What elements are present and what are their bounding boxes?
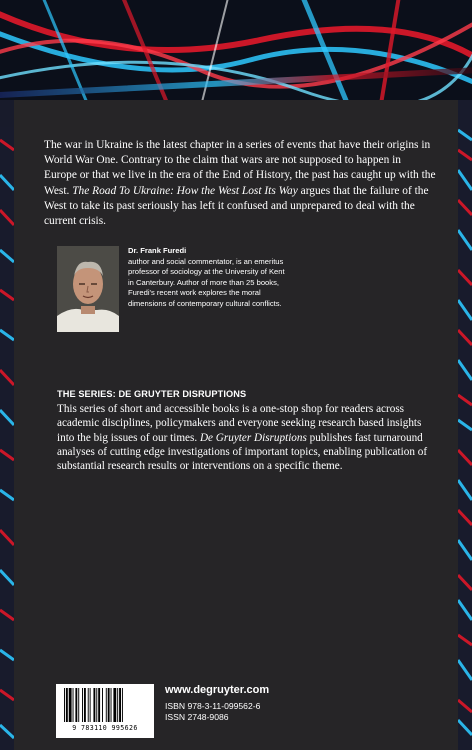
barcode-bar <box>75 688 77 722</box>
barcode-bar <box>64 688 65 722</box>
barcode-bar <box>88 688 89 722</box>
blurb-text-end: argues that the failure of the West to take its past seriously has left it confused and unprepared to deal with the current crisis. <box>44 184 429 228</box>
publisher-website: www.degruyter.com <box>165 684 270 696</box>
author-bio-text: author and social commentator, is an emeritus professor of sociology at the University of Kent in Canterbury. Author of more than 25 books, Furedi's recent work explores the moral dimensions of contemporary cultural conflicts. <box>128 256 285 308</box>
barcode-bar <box>119 688 121 722</box>
book-blurb <box>44 138 436 229</box>
barcode-bar <box>69 688 72 722</box>
blurb-text: The war in Ukraine is the latest chapter in a series of events that have their origins in World War One. Contrary to the claim that wars are not supposed to happen in Europe or that we live in the era of the End of History, the past has caught up with the West. <box>44 139 436 197</box>
barcode-bar <box>98 688 100 722</box>
series-text-end: publishes fast turnaround analyses of cutting edge investigations of important topics, enabling publication of substantial research results or interventions on a specific theme. <box>57 431 428 473</box>
isbn-barcode <box>56 684 154 738</box>
series-heading: THE SERIES: DE GRUYTER DISRUPTIONS <box>57 389 247 399</box>
author-name: Dr. Frank Furedi <box>128 246 187 255</box>
barcode-bar <box>93 688 95 722</box>
barcode-bar <box>102 688 103 722</box>
issn-number: ISSN 2748-9086 <box>165 712 229 722</box>
blurb-book-title: The Road To Ukraine: How the West Lost Its Way <box>72 184 298 197</box>
barcode-bar <box>117 688 118 722</box>
barcode-bar <box>96 688 97 722</box>
barcode-bar <box>122 688 123 722</box>
isbn-number: ISBN 978-3-11-099562-6 <box>165 701 261 711</box>
series-text: This series of short and accessible books is a one-stop shop for readers across academic disciplines, policymakers and everyone seeking research based insights into the big issues of our times. <box>57 403 422 444</box>
barcode-bar <box>113 688 116 722</box>
barcode-bars <box>63 688 147 724</box>
barcode-bar <box>108 688 110 722</box>
barcode-bar <box>78 688 79 722</box>
barcode-bar <box>82 688 83 722</box>
barcode-digits: 9 783110 995626 <box>72 724 138 732</box>
author-photo <box>57 246 119 332</box>
barcode-bar <box>106 688 107 722</box>
barcode-bar <box>90 688 91 722</box>
barcode-bar <box>111 688 112 722</box>
author-bio <box>128 246 288 310</box>
barcode-bar <box>73 688 74 722</box>
series-name: De Gruyter Disruptions <box>199 431 307 444</box>
barcode-bar <box>66 688 68 722</box>
series-description <box>57 402 439 473</box>
barcode-bar <box>84 688 86 722</box>
isbn-issn-block <box>165 701 260 723</box>
